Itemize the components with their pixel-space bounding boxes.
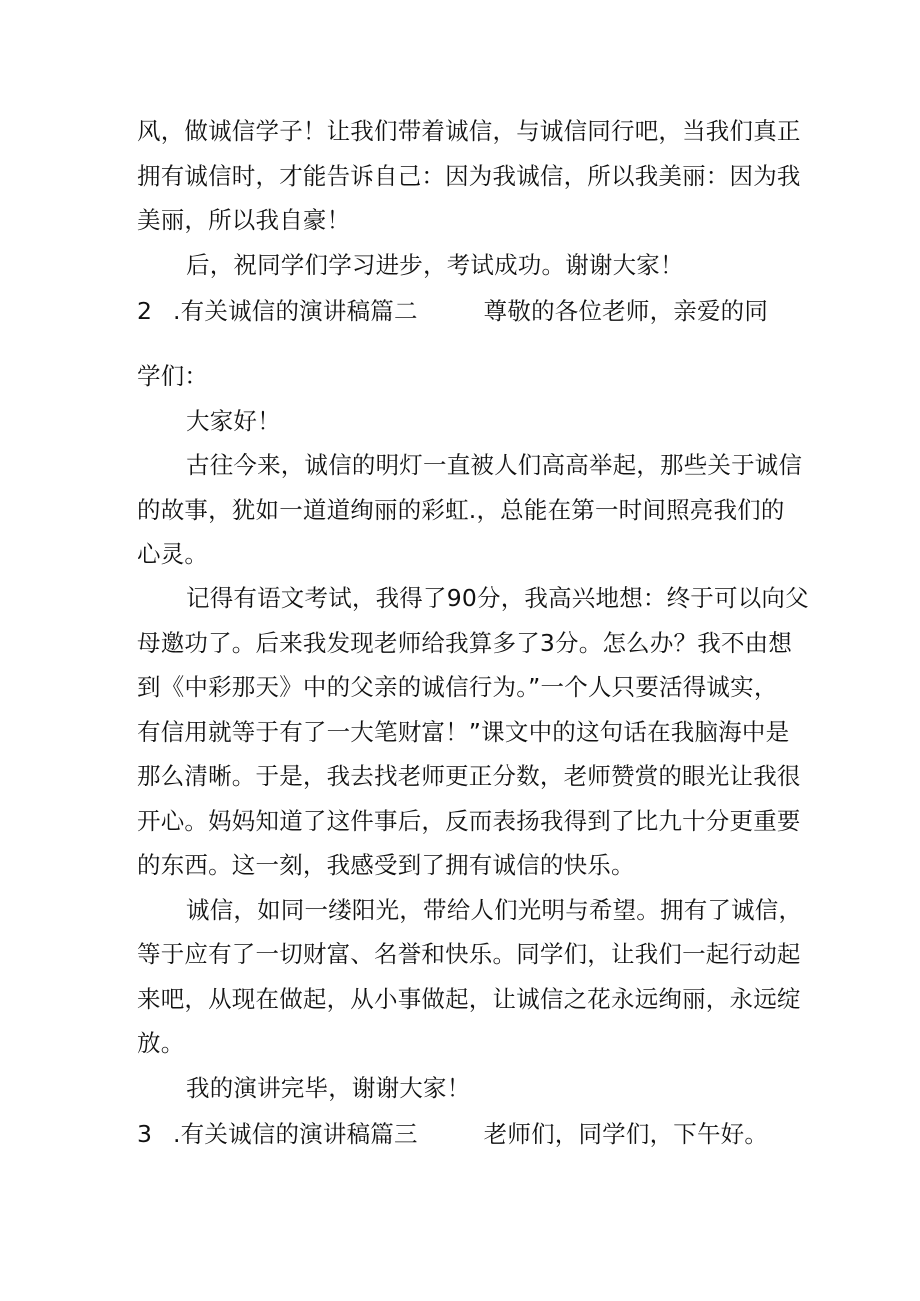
- text-line: 来吧，从现在做起，从小事做起，让诚信之花永远绚丽，永远绽: [137, 985, 801, 1013]
- text-line: 母邀功了。后来我发现老师给我算多了3分。怎么办？我不由想: [137, 629, 793, 657]
- section-2-greeting: 尊敬的各位老师，亲爱的同: [483, 297, 769, 325]
- text-line: 学们：: [137, 362, 209, 390]
- section-3-number: 3: [137, 1120, 153, 1148]
- text-line: 开心。妈妈知道了这件事后，反而表扬我得到了比九十分更重要: [137, 807, 801, 835]
- section-3-title: .有关诚信的演讲稿篇三: [173, 1120, 418, 1148]
- text-line: 有信用就等于有了一大笔财富！”课文中的这句话在我脑海中是: [137, 718, 790, 746]
- text-line: 我的演讲完毕，谢谢大家！: [186, 1074, 471, 1102]
- text-line: 诚信，如同一缕阳光，带给人们光明与希望。拥有了诚信，: [186, 896, 803, 924]
- text-line: 等于应有了一切财富、名誉和快乐。同学们，让我们一起行动起: [137, 940, 801, 968]
- text-line: 记得有语文考试，我得了90分，我高兴地想：终于可以向父: [186, 584, 809, 612]
- section-3-greeting: 老师们，同学们，下午好。: [483, 1120, 769, 1148]
- section-2-number: 2: [137, 297, 153, 325]
- text-line: 大家好！: [186, 407, 281, 435]
- text-line: 心灵。: [137, 540, 209, 568]
- text-line: 那么清晰。于是，我去找老师更正分数，老师赞赏的眼光让我很: [137, 762, 801, 790]
- section-2-title: .有关诚信的演讲稿篇二: [173, 297, 418, 325]
- section-2-heading: [137, 296, 768, 326]
- section-3-heading: [137, 1119, 768, 1149]
- text-line: 风，做诚信学子！让我们带着诚信，与诚信同行吧，当我们真正: [137, 117, 801, 145]
- text-line: 拥有诚信时，才能告诉自己：因为我诚信，所以我美丽：因为我: [137, 162, 801, 190]
- text-line: 的东西。这一刻，我感受到了拥有诚信的快乐。: [137, 851, 635, 879]
- text-line: 的故事，犹如一道道绚丽的彩虹.，总能在第一时间照亮我们的: [137, 496, 785, 524]
- text-line: 放。: [137, 1029, 185, 1057]
- text-line: 古往今来，诚信的明灯一直被人们高高举起，那些关于诚信: [186, 451, 803, 479]
- text-line: 后，祝同学们学习进步，考试成功。谢谢大家！: [186, 251, 684, 279]
- text-line: 美丽，所以我自豪！: [137, 206, 351, 234]
- text-line: 到《中彩那天》中的父亲的诚信行为。”一个人只要活得诚实，: [137, 673, 778, 701]
